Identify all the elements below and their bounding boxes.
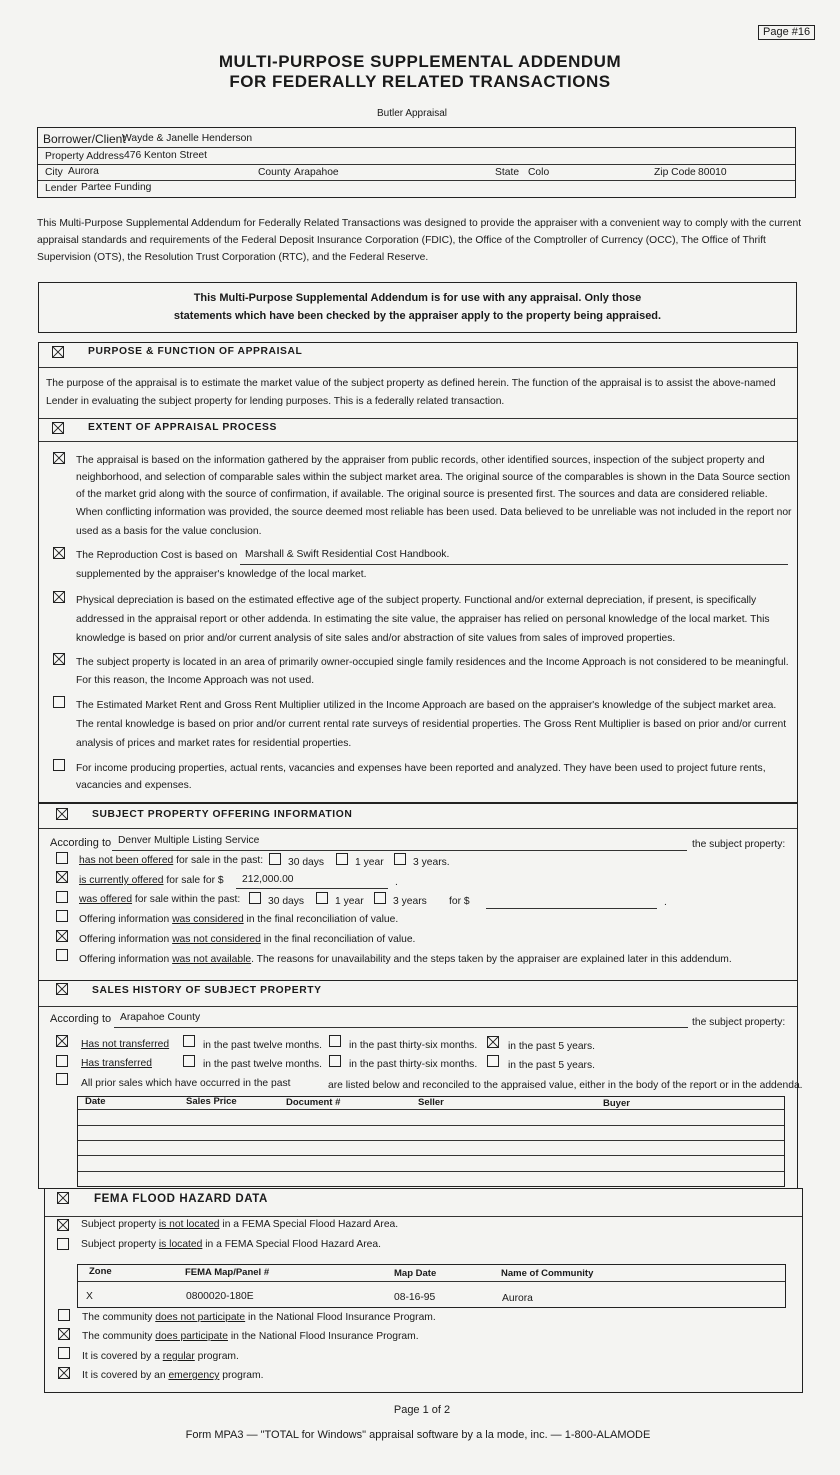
all-prior-sales-rest: are listed below and reconciled to the appraised value, either in the body of the report or in the addenda. xyxy=(328,1080,803,1091)
was-offered-1year-label: 1 year xyxy=(335,896,364,907)
transferred-12mo-label: in the past twelve months. xyxy=(203,1059,323,1070)
was-offered-for-label: for $ xyxy=(449,896,470,907)
page-tag: Page #16 xyxy=(758,25,815,40)
offering-according-label: According to xyxy=(50,837,112,849)
offering-heading: SUBJECT PROPERTY OFFERING INFORMATION xyxy=(92,809,353,820)
extent-item3-line2: addressed in the appraisal report or other addenda. In estimating the site value, the appraiser has relied on personal knowledge of the local market. This xyxy=(76,614,770,625)
not-offered-3years-label: 3 years. xyxy=(413,857,450,868)
extent-item1-line3: of the market grid along with the source of confirmation, if available. The original source is presented first. The sources and data are considered reliable. xyxy=(76,489,768,500)
was-offered-checkbox[interactable] xyxy=(56,891,68,903)
not-offered-3years-checkbox[interactable] xyxy=(394,853,406,865)
all-prior-sales-checkbox[interactable] xyxy=(56,1073,68,1085)
not-offered-30days-checkbox[interactable] xyxy=(269,853,281,865)
not-participate-checkbox[interactable] xyxy=(58,1309,70,1321)
currently-offered-rest: for sale for $ xyxy=(166,875,224,886)
regular-program-checkbox[interactable] xyxy=(58,1347,70,1359)
offering-considered-checkbox[interactable] xyxy=(56,910,68,922)
extent-item6-checkbox[interactable] xyxy=(53,759,65,771)
offering-the-subject: the subject property: xyxy=(692,839,786,850)
not-transferred-36mo-label: in the past thirty-six months. xyxy=(349,1040,478,1051)
extent-item1-line2: neighborhood, and selection of comparable sales within the subject market area. The original source of the comparables is shown in the Data Source section xyxy=(76,472,791,483)
col-seller: Seller xyxy=(418,1097,444,1108)
was-offered-30days-label: 30 days xyxy=(268,896,305,907)
extent-heading: EXTENT OF APPRAISAL PROCESS xyxy=(88,422,277,433)
extent-item6-line1: For income producing properties, actual rents, vacancies and expenses have been reported and analyzed. They have been used to project future rents, xyxy=(76,763,766,774)
city-label: City xyxy=(45,167,63,178)
transferred-12mo-checkbox[interactable] xyxy=(183,1055,195,1067)
page-number: Page 1 of 2 xyxy=(393,1404,451,1416)
not-offered-label: has not been offered xyxy=(79,855,174,866)
not-offered-30days-label: 30 days xyxy=(288,857,325,868)
col-buyer: Buyer xyxy=(603,1098,630,1109)
offering-not-available-label: was not available xyxy=(172,954,252,965)
currently-offered-label: is currently offered xyxy=(79,875,164,886)
fema-zone: X xyxy=(86,1291,93,1302)
offering-considered-label: was considered xyxy=(172,914,244,925)
fema-checkbox[interactable] xyxy=(57,1192,69,1204)
offering-source: Denver Multiple Listing Service xyxy=(118,835,260,846)
offering-not-available-checkbox[interactable] xyxy=(56,949,68,961)
extent-item5-line3: analysis of prices and market rates for residential properties. xyxy=(76,738,352,749)
intro-line-1: This Multi-Purpose Supplemental Addendum for Federally Related Transactions was designed to provide the appraiser with a convenient way to comply with the current xyxy=(37,218,802,229)
fema-community: Aurora xyxy=(502,1293,533,1304)
offering-not-considered-label: was not considered xyxy=(172,934,261,945)
reproduction-cost-source: Marshall & Swift Residential Cost Handbook. xyxy=(245,549,450,560)
regular-label: regular xyxy=(162,1351,195,1362)
not-participate-label: does not participate xyxy=(155,1312,246,1323)
was-offered-3years-checkbox[interactable] xyxy=(374,892,386,904)
was-offered-label: was offered xyxy=(79,894,133,905)
transferred-label: Has transferred xyxy=(81,1058,152,1069)
col-zone: Zone xyxy=(89,1266,112,1277)
form-title-line2: FOR FEDERALLY RELATED TRANSACTIONS xyxy=(229,72,611,91)
emergency-label: emergency xyxy=(168,1370,220,1381)
participate-label: does participate xyxy=(155,1331,228,1342)
extent-item3-line3: knowledge is based on prior and/or current analysis of site sales and/or abstraction of site values from sales of improved properties. xyxy=(76,633,676,644)
extent-item3-line1: Physical depreciation is based on the estimated effective age of the subject property. Functional and/or external depreciation, if present, is specifically xyxy=(76,595,757,606)
col-community: Name of Community xyxy=(501,1268,594,1279)
extent-item1-checkbox[interactable] xyxy=(53,452,65,464)
participate-checkbox[interactable] xyxy=(58,1328,70,1340)
col-sales-price: Sales Price xyxy=(186,1096,237,1107)
lender-label: Lender xyxy=(45,183,78,194)
form-title-line1: MULTI-PURPOSE SUPPLEMENTAL ADDENDUM xyxy=(218,52,622,71)
was-offered-3years-label: 3 years xyxy=(393,896,427,907)
not-located-label: is not located xyxy=(158,1219,220,1230)
col-date: Date xyxy=(85,1096,106,1107)
currently-offered-checkbox[interactable] xyxy=(56,871,68,883)
purpose-line-2: Lender in evaluating the subject property for lending purposes. This is a federally related transaction. xyxy=(46,396,505,407)
extent-item4-line2: For this reason, the Income Approach was not used. xyxy=(76,675,315,686)
offering-checkbox[interactable] xyxy=(56,808,68,820)
state-label: State xyxy=(495,167,520,178)
extent-item1-line5: used as a basis for the value conclusion. xyxy=(76,526,262,537)
history-according-label: According to xyxy=(50,1013,112,1025)
extent-item6-line2: vacancies and expenses. xyxy=(76,780,192,791)
transferred-36mo-checkbox[interactable] xyxy=(329,1055,341,1067)
extent-checkbox[interactable] xyxy=(52,422,64,434)
extent-item1-line4: When conflicting information was provided, the source deemed most reliable has been used. Data believed to be unreliable was not included in the report nor xyxy=(76,507,792,518)
extent-item5-line2: The rental knowledge is based on prior and/or current rental rate surveys of residential properties. The Gross Rent Multiplier is based on prior and/or current xyxy=(76,719,787,730)
offering-not-considered-checkbox[interactable] xyxy=(56,930,68,942)
col-map-date: Map Date xyxy=(394,1268,437,1279)
purpose-line-1: The purpose of the appraisal is to estimate the market value of the subject property as defined herein. The function of the appraisal is to assist the above-named xyxy=(46,378,776,389)
not-offered-rest: for sale in the past: xyxy=(176,855,264,866)
history-checkbox[interactable] xyxy=(56,983,68,995)
extent-item5-checkbox[interactable] xyxy=(53,696,65,708)
col-fema-panel: FEMA Map/Panel # xyxy=(185,1267,270,1278)
purpose-heading: PURPOSE & FUNCTION OF APPRAISAL xyxy=(88,346,303,357)
zip-value: 80010 xyxy=(698,167,727,178)
not-offered-1year-label: 1 year xyxy=(355,857,384,868)
not-in-flood-area-checkbox[interactable] xyxy=(57,1219,69,1231)
borrower-value: Wayde & Janelle Henderson xyxy=(122,133,253,144)
form-footer: Form MPA3 — "TOTAL for Windows" appraisal software by a la mode, inc. — 1-800-ALAMODE xyxy=(185,1429,651,1441)
notice-line-1: This Multi-Purpose Supplemental Addendum is for use with any appraisal. Only those xyxy=(193,292,642,304)
history-heading: SALES HISTORY OF SUBJECT PROPERTY xyxy=(92,985,322,996)
not-transferred-36mo-checkbox[interactable] xyxy=(329,1035,341,1047)
intro-line-3: Supervision (OTS), the Resolution Trust Corporation (RTC), and the Federal Reserve. xyxy=(37,252,429,263)
offered-price: 212,000.00 xyxy=(242,874,294,885)
extent-item3-checkbox[interactable] xyxy=(53,591,65,603)
lender-value: Partee Funding xyxy=(81,182,152,193)
fema-heading: FEMA FLOOD HAZARD DATA xyxy=(94,1193,268,1205)
intro-line-2: appraisal standards and requirements of the Federal Deposit Insurance Corporation (FDIC), the Office of the Comptroller of Currency (OCC), The Office of Thrift xyxy=(37,235,766,246)
notice-line-2: statements which have been checked by the appraiser apply to the property being appraised. xyxy=(173,310,662,322)
county-value: Arapahoe xyxy=(294,167,339,178)
zip-label: Zip Code xyxy=(654,167,696,178)
transferred-checkbox[interactable] xyxy=(56,1055,68,1067)
address-label: Property Address xyxy=(45,151,124,162)
extent-item5-line1: The Estimated Market Rent and Gross Rent Multiplier utilized in the Income Approach are based on the appraiser's knowledge of the subject market area. xyxy=(76,700,777,711)
address-value: 476 Kenton Street xyxy=(124,150,208,161)
not-offered-checkbox[interactable] xyxy=(56,852,68,864)
was-offered-1year-checkbox[interactable] xyxy=(316,892,328,904)
not-transferred-12mo-checkbox[interactable] xyxy=(183,1035,195,1047)
extent-item2-checkbox[interactable] xyxy=(53,547,65,559)
extent-item2-suffix: supplemented by the appraiser's knowledge of the local market. xyxy=(76,569,367,580)
transferred-5yr-label: in the past 5 years. xyxy=(508,1060,596,1071)
located-label: is located xyxy=(158,1239,203,1250)
history-source: Arapahoe County xyxy=(120,1012,201,1023)
purpose-checkbox[interactable] xyxy=(52,346,64,358)
not-offered-1year-checkbox[interactable] xyxy=(336,853,348,865)
not-transferred-12mo-label: in the past twelve months. xyxy=(203,1040,323,1051)
county-label: County xyxy=(258,167,291,178)
extent-item4-checkbox[interactable] xyxy=(53,653,65,665)
not-transferred-label: Has not transferred xyxy=(81,1039,170,1050)
emergency-program-checkbox[interactable] xyxy=(58,1367,70,1379)
not-transferred-5yr-checkbox[interactable] xyxy=(487,1036,499,1048)
not-transferred-checkbox[interactable] xyxy=(56,1035,68,1047)
in-flood-area-checkbox[interactable] xyxy=(57,1238,69,1250)
not-transferred-5yr-label: in the past 5 years. xyxy=(508,1041,596,1052)
extent-item4-line1: The subject property is located in an area of primarily owner-occupied single family residences and the Income Approach is not considered to be meaningful. xyxy=(76,657,789,668)
borrower-label: Borrower/Client xyxy=(43,132,126,146)
fema-panel: 0800020-180E xyxy=(186,1291,254,1302)
notice-box xyxy=(38,282,797,333)
appraiser-company: Butler Appraisal xyxy=(376,108,448,119)
history-the-subject: the subject property: xyxy=(692,1017,786,1028)
all-prior-sales-label: All prior sales which have occurred in the past xyxy=(81,1078,291,1089)
col-document: Document # xyxy=(286,1097,341,1108)
transferred-5yr-checkbox[interactable] xyxy=(487,1055,499,1067)
city-value: Aurora xyxy=(68,166,99,177)
extent-item2-prefix: The Reproduction Cost is based on xyxy=(76,550,238,561)
state-value: Colo xyxy=(528,167,550,178)
extent-item1-line1: The appraisal is based on the information gathered by the appraiser from public records, other identified sources, inspection of the subject property and xyxy=(76,455,765,466)
transferred-36mo-label: in the past thirty-six months. xyxy=(349,1059,478,1070)
fema-map-date: 08-16-95 xyxy=(394,1292,436,1303)
was-offered-rest: for sale within the past: xyxy=(134,894,241,905)
was-offered-30days-checkbox[interactable] xyxy=(249,892,261,904)
